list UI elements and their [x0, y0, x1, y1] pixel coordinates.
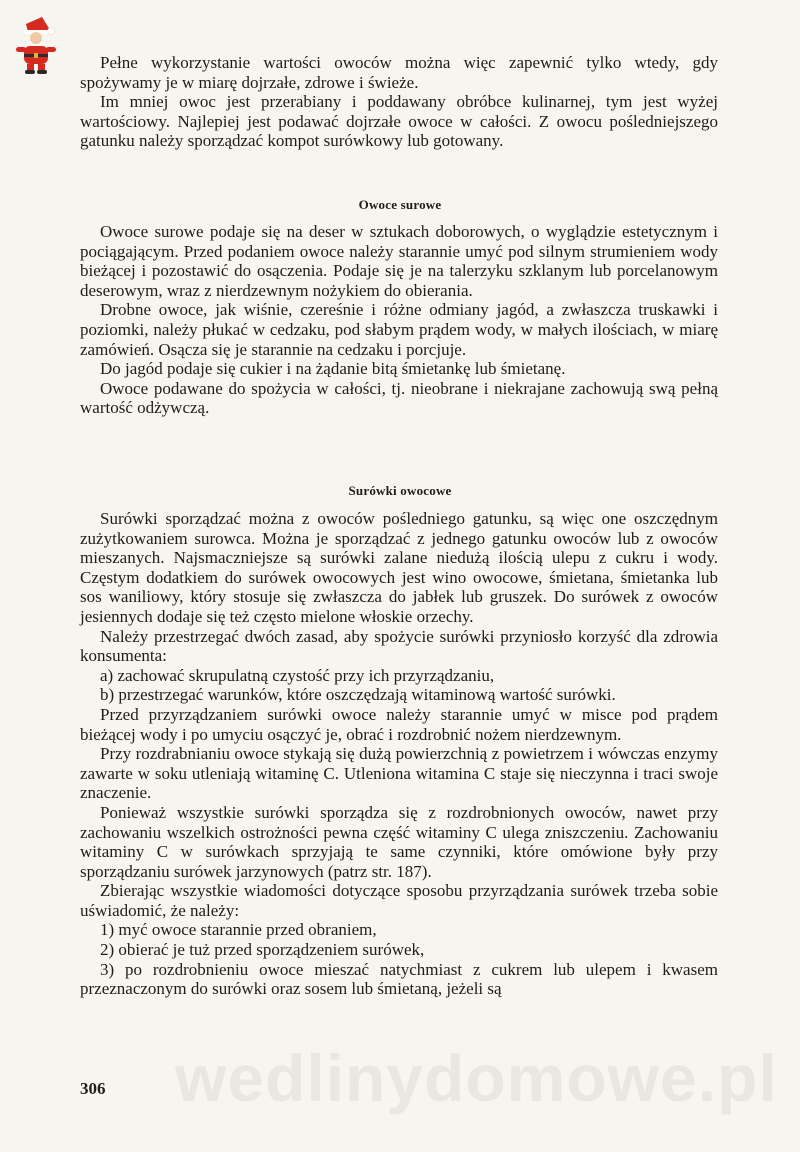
- section-owoce-surowe: [80, 222, 718, 418]
- page-number: 306: [80, 1079, 106, 1098]
- list-item: 3) po rozdrobnieniu owoce mieszać natychmiast z cukrem lub ulepem i kwasem przeznaczonym do surówki oraz sosem lub śmietaną, jeżeli są: [80, 959, 718, 999]
- paragraph: Przy rozdrabnianiu owoce stykają się dużą powierzchnią z powietrzem i wówczas enzymy zawarte w soku utleniają witaminę C. Utleniona witamina C staje się nieczynna i traci swoje znaczenie.: [80, 744, 718, 803]
- paragraph: Przed przyrządzaniem surówki owoce należy starannie umyć w misce pod prądem bieżącej wody i po umyciu osączyć je, obrać i rozdrobnić nożem nierdzewnym.: [80, 704, 718, 744]
- section-heading-surowki-owocowe: Surówki owocowe: [348, 483, 452, 498]
- intro-text: [80, 53, 718, 151]
- watermark: wedlinydomowe.pl: [175, 1041, 778, 1115]
- paragraph: Owoce podawane do spożycia w całości, tj. nieobrane i niekrajane zachowują swą pełną wartość odżywczą.: [80, 378, 718, 418]
- paragraph: Drobne owoce, jak wiśnie, czereśnie i różne odmiany jagód, a zwłaszcza truskawki i poziomki, należy płukać w cedzaku, pod słabym prądem wody, w małych ilościach, w miarę zamówień. Osącza się je starannie na cedzaku i porcjuje.: [80, 300, 718, 359]
- section-heading-owoce-surowe: Owoce surowe: [358, 197, 442, 212]
- list-item: a) zachować skrupulatną czystość przy ich przyrządzaniu,: [100, 665, 495, 685]
- paragraph: Do jagód podaje się cukier i na żądanie bitą śmietankę lub śmietanę.: [100, 359, 566, 379]
- list-item: b) przestrzegać warunków, które oszczędzają witaminową wartość surówki.: [100, 685, 616, 705]
- paragraph: Im mniej owoc jest przerabiany i poddawany obróbce kulinarnej, tym jest wyżej wartościowy. Najlepiej jest podawać dojrzałe owoce w całości. Z owocu pośledniejszego gatunku należy sporządzać kompot surówkowy lub gotowany.: [80, 92, 718, 151]
- paragraph: Pełne wykorzystanie wartości owoców można więc zapewnić tylko wtedy, gdy spożywamy je w miarę dojrzałe, zdrowe i świeże.: [80, 53, 718, 92]
- paragraph: Ponieważ wszystkie surówki sporządza się z rozdrobnionych owoców, nawet przy zachowaniu wszelkich ostrożności pewna część witaminy C ulega zniszczeniu. Zachowaniu witaminy C w surówkach sprzyjają te same czynniki, które omówione były przy sporządzaniu surówek jarzynowych (patrz str. 187).: [80, 802, 718, 881]
- paragraph: Surówki sporządzać można z owoców pośledniego gatunku, są więc one oszczędnym zużytkowaniem surowca. Można je sporządzać z jednego gatunku owoców lub z owoców mieszanych. Najsmaczniejsze są surówki zalane niedużą ilością ulepu z cukru i wody. Częstym dodatkiem do surówek owocowych jest wino owocowe, śmietana, śmietanka lub sos waniliowy, który stosuje się zwłaszcza do jabłek lub gruszek. Do surówek z owoców jesiennych dodaje się też często mielone włoskie orzechy.: [80, 509, 718, 626]
- list-item: 1) myć owoce starannie przed obraniem,: [100, 920, 377, 940]
- paragraph: Owoce surowe podaje się na deser w sztukach doborowych, o wyglądzie estetycznym i pociągającym. Przed podaniem owoce należy starannie umyć pod silnym strumieniem wody bieżącej i pozostawić do osączenia. Podaje się je na talerzyku szklanym lub porcelanowym deserowym, wraz z nierdzewnym nożykiem do obierania.: [80, 222, 718, 300]
- list-item: 2) obierać je tuż przed sporządzeniem surówek,: [100, 940, 425, 960]
- santa-claus-icon: [12, 14, 58, 76]
- section-surowki-owocowe: [80, 509, 718, 999]
- paragraph: Należy przestrzegać dwóch zasad, aby spożycie surówki przyniosło korzyść dla zdrowia konsumenta:: [80, 626, 718, 666]
- paragraph: Zbierając wszystkie wiadomości dotyczące sposobu przyrządzania surówek trzeba sobie uświadomić, że należy:: [80, 881, 718, 920]
